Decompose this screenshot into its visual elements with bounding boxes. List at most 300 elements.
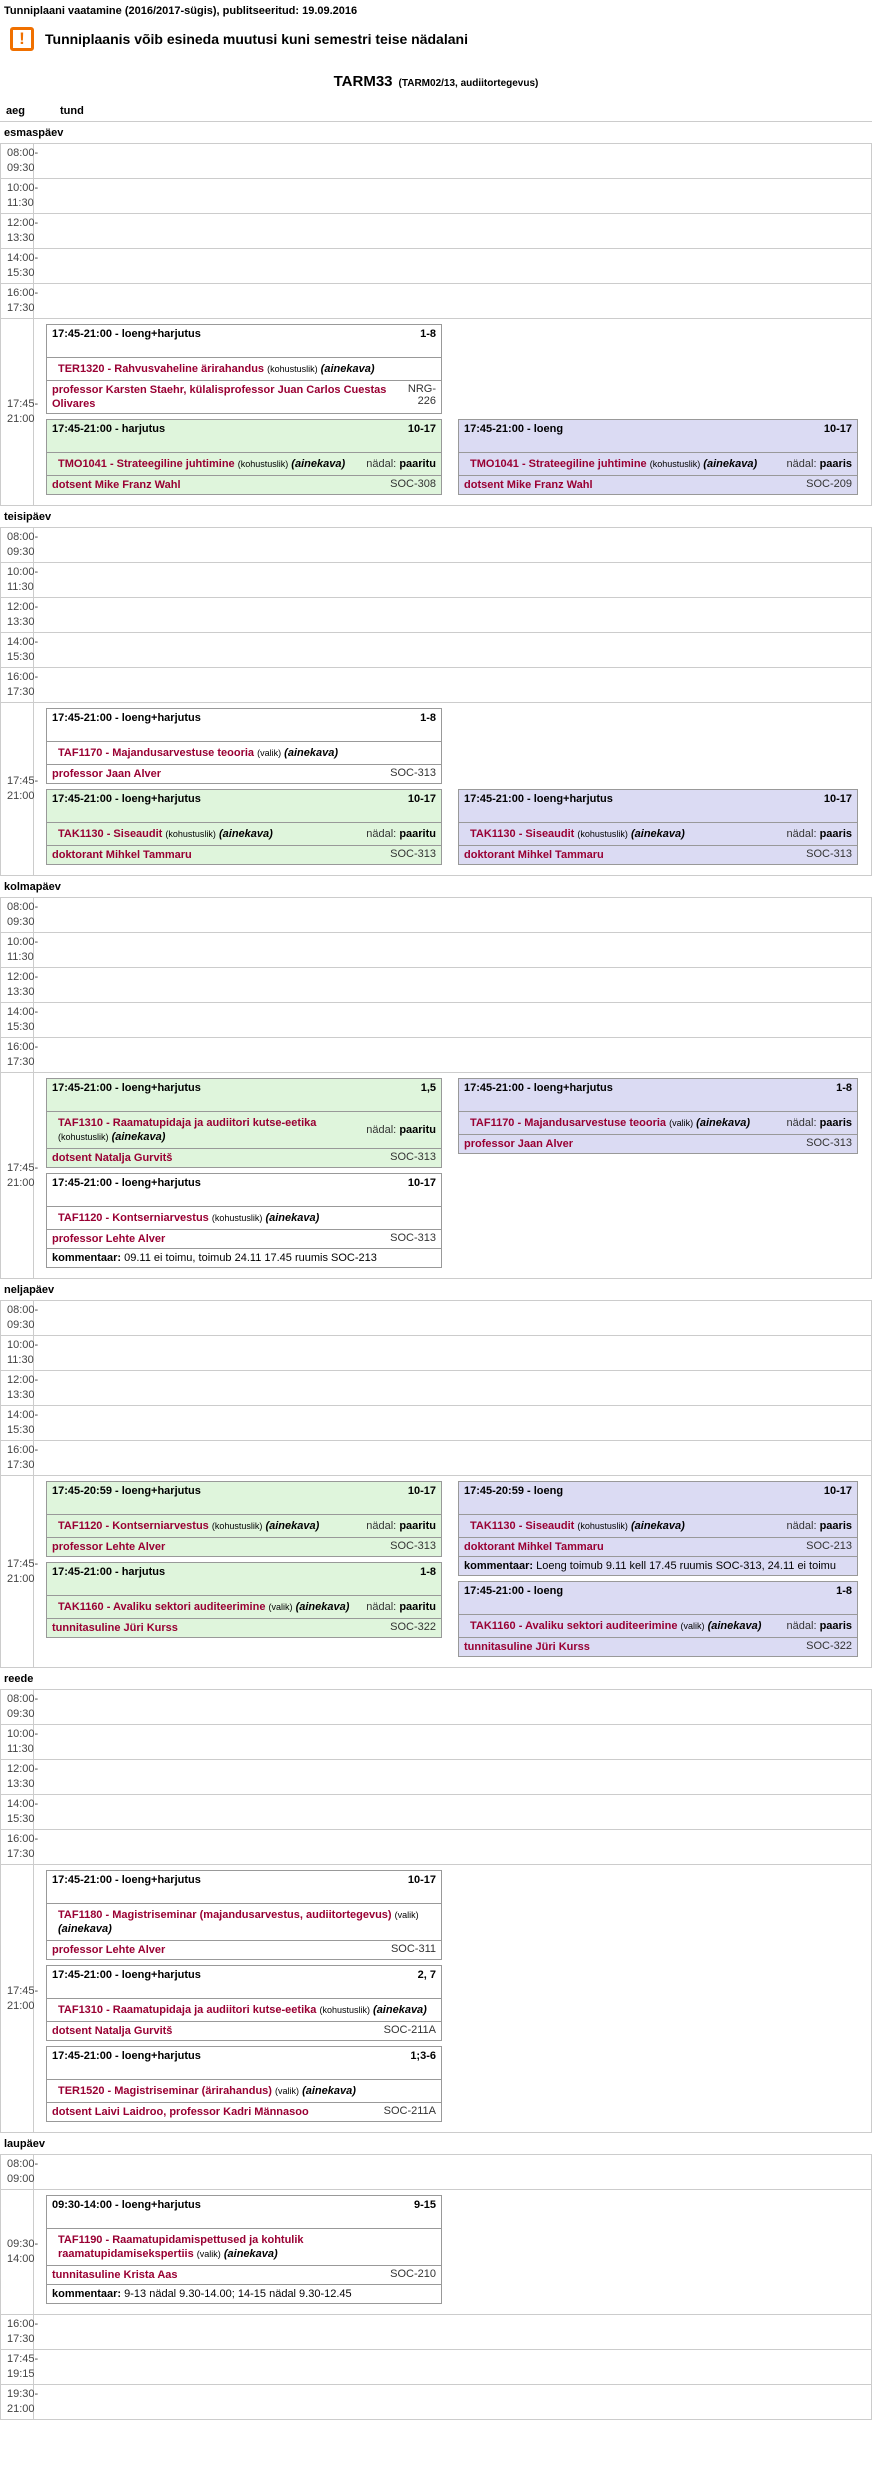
event-card-header — [47, 1966, 441, 1999]
event-weeks: 1-8 — [420, 712, 436, 724]
time-slot-label: 08:00- 09:30 — [1, 1690, 34, 1724]
event-card — [46, 1870, 442, 1960]
course-link[interactable]: TAK1160 - Avaliku sektori auditeerimine — [58, 1601, 266, 1613]
events-column-right — [458, 1481, 858, 1662]
course-requirement: (valik) — [196, 2249, 221, 2259]
week-parity-label: nädal: — [366, 1520, 397, 1532]
ainekava-link[interactable]: (ainekava) — [58, 1923, 112, 1935]
event-time-type: 17:45-21:00 - loeng+harjutus — [464, 1082, 613, 1094]
event-lecturer-row — [459, 846, 857, 864]
time-slot-label: 14:00- 15:30 — [1, 1795, 34, 1829]
timetable-row — [1, 284, 871, 319]
event-lecturer-row — [459, 1538, 857, 1556]
event-card — [458, 1481, 858, 1576]
event-lecturer-row — [47, 846, 441, 864]
course-link[interactable]: TER1320 - Rahvusvaheline ärirahandus — [58, 363, 265, 375]
ainekava-link[interactable]: (ainekava) — [630, 828, 685, 840]
time-slot-label: 10:00- 11:30 — [1, 1336, 34, 1370]
week-parity-value: paaritu — [399, 1520, 436, 1532]
timetable — [0, 122, 872, 2420]
timetable-row — [1, 1336, 871, 1371]
event-card — [458, 419, 858, 495]
event-weeks: 2, 7 — [417, 1969, 436, 1981]
comment-label: kommentaar: — [52, 2288, 122, 2300]
event-card — [46, 1965, 442, 2041]
room-label: SOC-211A — [383, 2105, 436, 2117]
lecturer-link[interactable]: doktorant Mihkel Tammaru — [464, 849, 604, 861]
event-weeks: 10-17 — [407, 1874, 436, 1886]
time-slot-label: 08:00- 09:00 — [1, 2155, 34, 2189]
row-content — [34, 1760, 871, 1794]
column-header-tund: tund — [60, 105, 84, 117]
time-slot-label: 19:30- 21:00 — [1, 2385, 34, 2419]
week-parity-value: paaris — [819, 828, 852, 840]
lecturer-link[interactable]: professor Lehte Alver — [52, 1944, 166, 1956]
row-content — [34, 1476, 871, 1667]
event-lecturer-row — [47, 2103, 441, 2121]
row-content — [34, 2190, 871, 2314]
time-slot-label: 16:00- 17:30 — [1, 284, 34, 318]
row-content — [34, 2350, 871, 2384]
course-link[interactable]: TAF1120 - Kontserniarvestus — [58, 1212, 209, 1224]
course-text — [52, 1518, 358, 1534]
row-content — [34, 214, 871, 248]
event-weeks: 10-17 — [823, 793, 852, 805]
week-parity-value: paaritu — [399, 1124, 436, 1136]
week-parity — [366, 1601, 436, 1613]
event-card-header — [47, 420, 441, 453]
lecturer-link[interactable]: dotsent Natalja Gurvitš — [52, 2025, 173, 2037]
course-link[interactable]: TAF1170 - Majandusarvestuse teooria — [470, 1117, 667, 1129]
timetable-row — [1, 1690, 871, 1725]
event-time-type: 17:45-21:00 - loeng+harjutus — [52, 328, 201, 340]
timetable-row — [1, 319, 871, 506]
event-course-row — [47, 823, 441, 846]
row-content — [34, 2155, 871, 2189]
course-requirement: (kohustuslik) — [267, 364, 318, 374]
timetable-row — [1, 563, 871, 598]
event-card-header — [459, 790, 857, 823]
events-column-right — [458, 324, 858, 500]
week-parity — [366, 1124, 436, 1136]
timetable-row — [1, 598, 871, 633]
course-requirement: (kohustuslik) — [211, 1213, 263, 1223]
ainekava-link[interactable]: (ainekava) — [218, 828, 273, 840]
events-column-left — [46, 1078, 442, 1273]
event-card — [46, 2046, 442, 2122]
comment-text: 09.11 ei toimu, toimub 24.11 17.45 ruumis SOC-213 — [124, 1252, 377, 1264]
lecturer-link[interactable]: professor Karsten Staehr, külalisprofessor Juan Carlos Cuestas Olivares — [52, 384, 387, 410]
event-course-row — [47, 358, 441, 381]
course-text — [52, 2002, 436, 2018]
room-label: SOC-308 — [390, 478, 436, 490]
course-text — [52, 1599, 358, 1615]
timetable-row — [1, 1865, 871, 2133]
week-parity — [366, 1520, 436, 1532]
lecturer-link[interactable]: tunnitasuline Jüri Kurss — [464, 1641, 590, 1653]
room-label: SOC-213 — [806, 1540, 852, 1552]
event-card — [46, 1173, 442, 1268]
course-text — [52, 826, 358, 842]
event-course-row — [459, 1112, 857, 1135]
row-content — [34, 968, 871, 1002]
lecturer-link[interactable]: dotsent Mike Franz Wahl — [464, 479, 593, 491]
ainekava-link[interactable]: (ainekava) — [696, 1117, 750, 1129]
lecturer-link[interactable]: dotsent Mike Franz Wahl — [52, 479, 181, 491]
ainekava-link[interactable]: (ainekava) — [707, 1620, 762, 1632]
course-requirement: (kohustuslik) — [577, 1521, 628, 1531]
day-table — [0, 1300, 872, 1668]
timetable-row — [1, 1760, 871, 1795]
course-link[interactable]: TMO1041 - Strateegiline juhtimine — [470, 458, 647, 470]
event-course-row — [47, 1515, 441, 1538]
time-slot-label: 17:45- 21:00 — [1, 1073, 34, 1278]
course-link[interactable]: TAK1130 - Siseaudit — [58, 828, 163, 840]
events-column-right — [458, 708, 858, 870]
week-parity-label: nädal: — [366, 1601, 397, 1613]
lecturer-link[interactable]: professor Lehte Alver — [52, 1541, 166, 1553]
course-text — [52, 1907, 436, 1937]
warning-icon: ! — [10, 27, 34, 51]
day-section — [0, 1279, 872, 1668]
event-lecturer-row — [47, 1619, 441, 1637]
course-text — [464, 1115, 779, 1131]
week-parity-value: paaritu — [399, 458, 436, 470]
row-content — [34, 1301, 871, 1335]
row-content — [34, 284, 871, 318]
timetable-row — [1, 1830, 871, 1865]
row-content — [34, 1795, 871, 1829]
row-content — [34, 668, 871, 702]
warning-text: Tunniplaanis võib esineda muutusi kuni semestri teise nädalani — [45, 31, 468, 47]
row-content — [34, 933, 871, 967]
day-header: kolmapäev — [4, 881, 61, 893]
event-card-header — [47, 1174, 441, 1207]
events-column-left — [46, 1870, 442, 2127]
row-content — [34, 703, 871, 875]
event-lecturer-row — [459, 476, 857, 494]
time-slot-label: 17:45- 21:00 — [1, 319, 34, 505]
event-lecturer-row — [47, 2266, 441, 2284]
time-slot-label: 16:00- 17:30 — [1, 668, 34, 702]
ainekava-link[interactable]: (ainekava) — [630, 1520, 685, 1532]
event-card — [458, 789, 858, 865]
event-weeks: 10-17 — [407, 423, 436, 435]
day-section — [0, 506, 872, 876]
row-content — [34, 2315, 871, 2349]
time-slot-label: 10:00- 11:30 — [1, 1725, 34, 1759]
event-course-row — [47, 453, 441, 476]
course-requirement: (valik) — [257, 748, 282, 758]
events-column-left — [46, 2195, 442, 2309]
day-header: reede — [4, 1673, 34, 1685]
week-parity-label: nädal: — [366, 828, 397, 840]
events-column-left — [46, 708, 442, 870]
event-time-type: 17:45-21:00 - loeng+harjutus — [464, 793, 613, 805]
time-slot-label: 16:00- 17:30 — [1, 2315, 34, 2349]
event-course-row — [459, 1515, 857, 1538]
course-text — [464, 1618, 779, 1634]
event-lecturer-row — [47, 1538, 441, 1556]
event-time-type: 17:45-21:00 - harjutus — [52, 1566, 166, 1578]
time-slot-label: 12:00- 13:30 — [1, 1371, 34, 1405]
lecturer-link[interactable]: doktorant Mihkel Tammaru — [52, 849, 192, 861]
week-parity — [787, 1620, 852, 1632]
event-lecturer-row — [47, 476, 441, 494]
row-content — [34, 563, 871, 597]
row-content — [34, 1336, 871, 1370]
event-comment — [459, 1556, 857, 1575]
lecturer-link[interactable]: dotsent Laivi Laidroo, professor Kadri Männasoo — [52, 2106, 309, 2118]
timetable-row — [1, 528, 871, 563]
week-parity — [787, 828, 852, 840]
course-text — [52, 456, 358, 472]
event-course-row — [47, 1904, 441, 1941]
course-requirement: (valik) — [268, 1602, 293, 1612]
group-title — [0, 73, 872, 90]
course-link[interactable]: TAK1160 - Avaliku sektori auditeerimine — [470, 1620, 678, 1632]
row-content — [34, 633, 871, 667]
group-code: TARM33 — [333, 73, 393, 90]
ainekava-link[interactable]: (ainekava) — [265, 1520, 320, 1532]
time-slot-label: 10:00- 11:30 — [1, 563, 34, 597]
event-weeks: 10-17 — [823, 1485, 852, 1497]
event-time-type: 17:45-21:00 - loeng+harjutus — [52, 1082, 201, 1094]
lecturer-link[interactable]: professor Lehte Alver — [52, 1233, 166, 1245]
row-content — [34, 249, 871, 283]
time-slot-label: 08:00- 09:30 — [1, 144, 34, 178]
event-course-row — [47, 1999, 441, 2022]
course-link[interactable]: TAF1310 - Raamatupidaja ja audiitori kutse-eetika — [58, 2004, 317, 2016]
event-card-header — [47, 1563, 441, 1596]
timetable-row — [1, 968, 871, 1003]
event-card — [46, 324, 442, 414]
event-time-type: 17:45-21:00 - loeng+harjutus — [52, 1969, 201, 1981]
row-content — [34, 179, 871, 213]
event-lecturer-row — [47, 2022, 441, 2040]
course-requirement: (kohustuslik) — [319, 2005, 370, 2015]
ainekava-link[interactable]: (ainekava) — [703, 458, 758, 470]
row-content — [34, 319, 871, 505]
ainekava-link[interactable]: (ainekava) — [291, 458, 346, 470]
row-content — [34, 1690, 871, 1724]
week-parity-label: nädal: — [786, 1620, 817, 1632]
event-weeks: 1,5 — [420, 1082, 436, 1094]
time-slot-label: 12:00- 13:30 — [1, 598, 34, 632]
ainekava-link[interactable]: (ainekava) — [302, 2085, 356, 2097]
comment-text: Loeng toimub 9.11 kell 17.45 ruumis SOC-313, 24.11 ei toimu — [536, 1560, 836, 1572]
course-requirement: (kohustuslik) — [649, 459, 701, 469]
ainekava-link[interactable]: (ainekava) — [284, 747, 338, 759]
group-info: (TARM02/13, audiitortegevus) — [398, 78, 539, 89]
event-course-row — [47, 1112, 441, 1149]
week-parity-value: paaris — [819, 1520, 852, 1532]
row-content — [34, 1865, 871, 2132]
week-parity-value: paaris — [819, 1620, 852, 1632]
row-content — [34, 2385, 871, 2419]
row-content — [34, 1038, 871, 1072]
event-card — [46, 1562, 442, 1638]
room-label: SOC-313 — [390, 1540, 436, 1552]
course-link[interactable]: TAF1120 - Kontserniarvestus — [58, 1520, 209, 1532]
row-content — [34, 528, 871, 562]
course-text — [52, 1115, 358, 1145]
event-course-row — [459, 1615, 857, 1638]
event-time-type: 17:45-21:00 - loeng+harjutus — [52, 712, 201, 724]
row-content — [34, 1003, 871, 1037]
warning-banner — [10, 27, 872, 51]
day-section — [0, 122, 872, 506]
course-text — [52, 2232, 436, 2262]
comment-label: kommentaar: — [52, 1252, 122, 1264]
ainekava-link[interactable]: (ainekava) — [111, 1131, 166, 1143]
lecturer-link[interactable]: professor Jaan Alver — [464, 1138, 574, 1150]
week-parity — [366, 828, 436, 840]
event-weeks: 1;3-6 — [410, 2050, 436, 2062]
day-table — [0, 897, 872, 1279]
event-card-header — [47, 1482, 441, 1515]
timetable-row — [1, 2385, 871, 2420]
event-comment — [47, 1248, 441, 1267]
lecturer-link[interactable]: dotsent Natalja Gurvitš — [52, 1152, 173, 1164]
room-label: SOC-311 — [390, 1943, 436, 1955]
time-slot-label: 08:00- 09:30 — [1, 1301, 34, 1335]
row-content — [34, 1371, 871, 1405]
event-weeks: 10-17 — [407, 1177, 436, 1189]
week-parity-value: paaris — [819, 458, 852, 470]
course-link[interactable]: TAF1310 - Raamatupidaja ja audiitori kutse-eetika — [58, 1117, 317, 1129]
event-card-header — [47, 1871, 441, 1904]
time-slot-label: 10:00- 11:30 — [1, 933, 34, 967]
event-card-header — [459, 1079, 857, 1112]
event-lecturer-row — [47, 1941, 441, 1959]
timetable-row — [1, 898, 871, 933]
week-parity — [366, 458, 436, 470]
row-content — [34, 898, 871, 932]
time-slot-label: 17:45- 21:00 — [1, 1476, 34, 1667]
course-requirement: (valik) — [680, 1621, 705, 1631]
time-slot-label: 14:00- 15:30 — [1, 1406, 34, 1440]
event-weeks: 1-8 — [836, 1082, 852, 1094]
event-card — [458, 1078, 858, 1154]
course-text — [52, 745, 436, 761]
event-card — [458, 1581, 858, 1657]
ainekava-link[interactable]: (ainekava) — [295, 1601, 350, 1613]
course-link[interactable]: TAF1170 - Majandusarvestuse teooria — [58, 747, 255, 759]
lecturer-link[interactable]: professor Jaan Alver — [52, 768, 162, 780]
event-card-header — [47, 790, 441, 823]
course-text — [464, 456, 779, 472]
time-slot-label: 12:00- 13:30 — [1, 1760, 34, 1794]
course-link[interactable]: TAF1180 - Magistriseminar (majandusarvestus, audiitortegevus) — [58, 1909, 392, 1921]
day-header: esmaspäev — [4, 127, 64, 139]
week-parity-label: nädal: — [786, 828, 817, 840]
time-slot-label: 08:00- 09:30 — [1, 898, 34, 932]
week-parity-label: nädal: — [366, 458, 397, 470]
time-slot-label: 17:45- 19:15 — [1, 2350, 34, 2384]
comment-text: 9-13 nädal 9.30-14.00; 14-15 nädal 9.30-12.45 — [124, 2288, 352, 2300]
event-lecturer-row — [459, 1135, 857, 1153]
ainekava-link[interactable]: (ainekava) — [223, 2248, 278, 2260]
timetable-row — [1, 2315, 871, 2350]
lecturer-link[interactable]: tunnitasuline Jüri Kurss — [52, 1622, 178, 1634]
timetable-row — [1, 668, 871, 703]
room-label: SOC-313 — [390, 1232, 436, 1244]
event-card-header — [47, 1079, 441, 1112]
event-time-type: 17:45-20:59 - loeng+harjutus — [52, 1485, 201, 1497]
page-title: Tunniplaani vaatamine (2016/2017-sügis), publitseeritud: 19.09.2016 — [4, 5, 358, 17]
event-course-row — [47, 742, 441, 765]
time-slot-label: 17:45- 21:00 — [1, 1865, 34, 2132]
event-card-header — [47, 325, 441, 358]
course-text — [52, 2083, 436, 2099]
ainekava-link[interactable]: (ainekava) — [265, 1212, 320, 1224]
ainekava-link[interactable]: (ainekava) — [373, 2004, 427, 2016]
comment-label: kommentaar: — [464, 1560, 534, 1572]
room-label: SOC-209 — [806, 478, 852, 490]
timetable-row — [1, 1003, 871, 1038]
events-column-left — [46, 324, 442, 500]
course-requirement: (kohustuslik) — [165, 829, 216, 839]
event-lecturer-row — [47, 1230, 441, 1248]
course-link[interactable]: TAF1190 - Raamatupidamispettused ja kohtulik raamatupidamisekspertiis — [58, 2234, 304, 2260]
time-slot-label: 16:00- 17:30 — [1, 1441, 34, 1475]
event-weeks: 1-8 — [836, 1585, 852, 1597]
course-link[interactable]: TAK1130 - Siseaudit — [470, 828, 575, 840]
event-weeks: 10-17 — [823, 423, 852, 435]
timetable-row — [1, 933, 871, 968]
course-requirement: (valik) — [275, 2086, 300, 2096]
room-label: SOC-322 — [806, 1640, 852, 1652]
lecturer-link[interactable]: tunnitasuline Krista Aas — [52, 2269, 178, 2281]
timetable-row — [1, 1038, 871, 1073]
course-link[interactable]: TAK1130 - Siseaudit — [470, 1520, 575, 1532]
room-label: SOC-211A — [383, 2024, 436, 2036]
row-content — [34, 144, 871, 178]
lecturer-link[interactable]: doktorant Mihkel Tammaru — [464, 1541, 604, 1553]
timetable-row — [1, 2350, 871, 2385]
event-weeks: 1-8 — [420, 328, 436, 340]
week-parity — [787, 1520, 852, 1532]
event-card — [46, 1481, 442, 1557]
timetable-row — [1, 1406, 871, 1441]
course-requirement: (valik) — [394, 1910, 419, 1920]
course-text — [464, 826, 779, 842]
week-parity — [787, 1117, 852, 1129]
event-lecturer-row — [47, 381, 441, 413]
course-link[interactable]: TMO1041 - Strateegiline juhtimine — [58, 458, 235, 470]
room-label: SOC-313 — [390, 1151, 436, 1163]
timetable-row — [1, 633, 871, 668]
course-text — [52, 361, 436, 377]
row-content — [34, 1441, 871, 1475]
week-parity-value: paaritu — [399, 1601, 436, 1613]
week-parity-label: nädal: — [786, 458, 817, 470]
event-time-type: 17:45-21:00 - loeng+harjutus — [52, 1874, 201, 1886]
timetable-row — [1, 703, 871, 876]
event-card — [46, 1078, 442, 1168]
timetable-row — [1, 1476, 871, 1668]
event-course-row — [47, 1207, 441, 1230]
event-card — [46, 789, 442, 865]
day-table — [0, 2154, 872, 2420]
ainekava-link[interactable]: (ainekava) — [320, 363, 375, 375]
row-content — [34, 1725, 871, 1759]
course-link[interactable]: TER1520 - Magistriseminar (ärirahandus) — [58, 2085, 272, 2097]
day-table — [0, 1689, 872, 2133]
room-label: NRG-226 — [407, 383, 436, 407]
event-card-header — [459, 1482, 857, 1515]
